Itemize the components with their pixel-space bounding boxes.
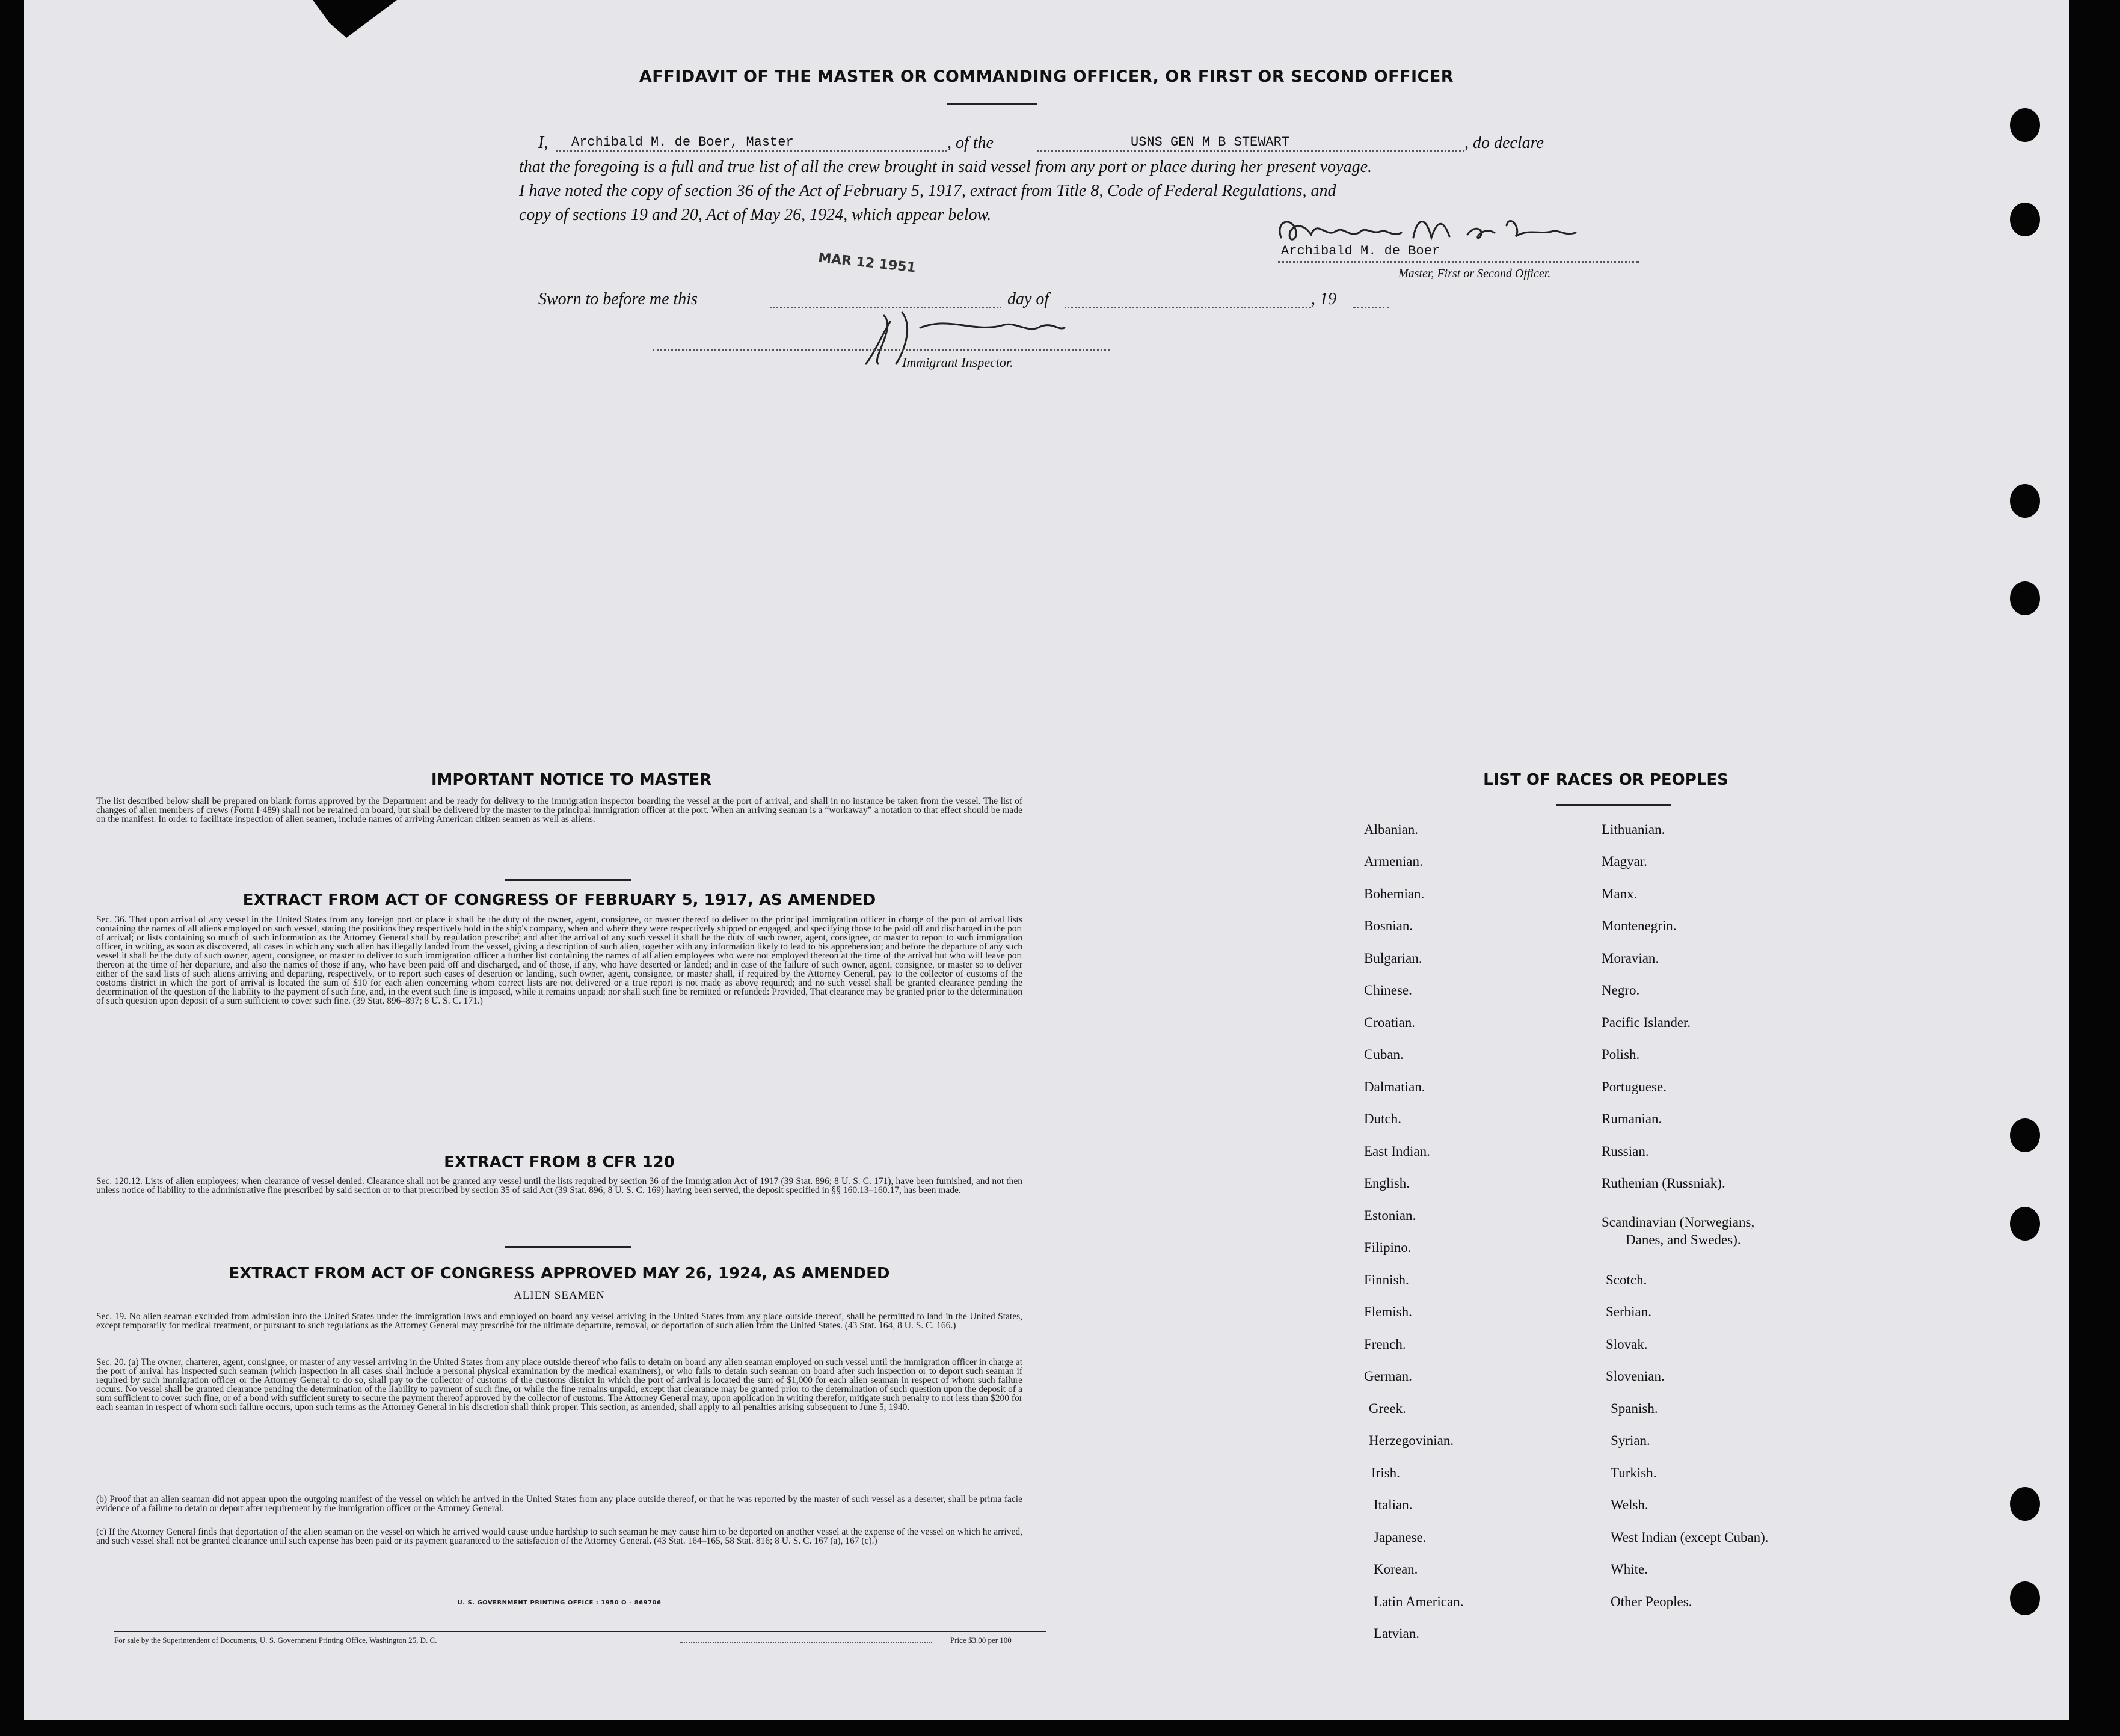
race-item: East Indian.: [1364, 1144, 1430, 1159]
master-signature-line: [1278, 261, 1639, 263]
master-name: Archibald M. de Boer, Master: [571, 135, 794, 150]
notice-title: IMPORTANT NOTICE TO MASTER: [431, 771, 712, 789]
divider: [505, 1246, 631, 1248]
race-item: Syrian.: [1611, 1433, 1650, 1448]
race-item: Albanian.: [1364, 822, 1419, 837]
master-name-line: [556, 150, 947, 152]
footer-dots: [680, 1642, 932, 1643]
extract-cfr-title: EXTRACT FROM 8 CFR 120: [444, 1153, 675, 1171]
race-item: Croatian.: [1364, 1015, 1415, 1030]
punch-hole: [2010, 1487, 2040, 1521]
punch-hole: [2010, 1207, 2040, 1241]
typed-name: Archibald M. de Boer: [1281, 244, 1440, 259]
race-item: Irish.: [1371, 1465, 1400, 1480]
race-item: Herzegovinian.: [1369, 1433, 1454, 1448]
race-item: Pacific Islander.: [1602, 1015, 1691, 1030]
i-label: I,: [538, 133, 548, 152]
race-item: Spanish.: [1611, 1401, 1658, 1416]
race-item: Scandinavian (Norwegians,: [1602, 1215, 1755, 1230]
race-item: Magyar.: [1602, 854, 1648, 869]
punch-hole: [2010, 203, 2040, 236]
extract-1917-text: Sec. 36. That upon arrival of any vessel in the United States from any foreign port or place it shall be the duty of the owner, agent, consignee, or master thereof to deliver to the principal immigration officer in charge of the port of arrival lists containing the names of all aliens employed on such vessel, stating the positions they respectively hold in the ship's company, when and where they were respectively shipped or engaged, and specifying those to be paid off and discharged in the port of arrival; or lists containing so much of such information as the Attorney General shall by regulation prescribe; and after the arrival of any such vessel it shall be the duty of such owner, agent, consignee, or master to report to such immigration officer, in writing, as soon as discovered, all cases in which any such alien has illegally landed from the vessel, giving a description of such alien, together with any information likely to lead to his apprehension; and before the departure of any such vessel it shall be the duty of such owner, agent, consignee, or master to deliver to such immigration officer a further list containing the names of all alien employees who were not employed thereon at the time of the arrival but who will leave port thereon at the time of her departure, and also the names of those if any, who have been paid off and discharged, and of those, if any, who have deserted or landed; and in case of the failure of such owner, agent, consignee, or master so to deliver either of the said lists of such aliens arriving and departing, respectively, or to report such cases of desertion or landing, such owner, agent, consignee, or master shall, if required by the Attorney General, pay to the collector of customs of the costoms district in which the port of arrival is located the sum of $10 for each alien concerning whom correct lists are not delivered or a true report is not made as above required; and no such vessel shall be granted clearance pending the determination of the question of the liability to the payment of such fine, and, in the event such fine is imposed, while it remains unpaid; nor shall such fine be remitted or refunded: Provided, That clearance may be granted prior to the determination of such question upon deposit of a sum sufficient to cover such fine. (39 Stat. 896–897; 8 U. S. C. 171.): [96, 915, 1022, 1006]
race-item: Chinese.: [1364, 983, 1412, 998]
race-item: Korean.: [1374, 1562, 1418, 1577]
race-item: West Indian (except Cuban).: [1611, 1530, 1769, 1545]
race-item: Rumanian.: [1602, 1111, 1662, 1126]
race-item: Filipino.: [1364, 1240, 1412, 1255]
race-item: Italian.: [1374, 1497, 1413, 1512]
extract-1917-title: EXTRACT FROM ACT OF CONGRESS OF FEBRUARY 5, 1917, AS AMENDED: [242, 891, 876, 909]
race-item: English.: [1364, 1176, 1410, 1191]
race-item: Serbian.: [1606, 1304, 1652, 1319]
race-item: Portuguese.: [1602, 1079, 1667, 1094]
race-item: Greek.: [1369, 1401, 1406, 1416]
divider: [947, 103, 1037, 105]
race-item: White.: [1611, 1562, 1648, 1577]
affidavit-line3: I have noted the copy of section 36 of the Act of February 5, 1917, extract from Title 8, Code of Federal Regulations, and: [519, 182, 1336, 200]
affidavit-line4: copy of sections 19 and 20, Act of May 26, 1924, which appear below.: [519, 206, 992, 224]
race-item: Flemish.: [1364, 1304, 1412, 1319]
race-item: Dalmatian.: [1364, 1079, 1425, 1094]
race-item: Negro.: [1602, 983, 1640, 998]
inspector-line: [653, 349, 1110, 351]
date-stamp: MAR 12 1951: [817, 250, 917, 276]
race-item: Lithuanian.: [1602, 822, 1665, 837]
divider: [1556, 804, 1671, 806]
race-item: Slovenian.: [1606, 1369, 1665, 1384]
year-label: , 19: [1311, 290, 1336, 308]
declare-label: , do declare: [1464, 133, 1544, 152]
race-item: Montenegrin.: [1602, 918, 1677, 933]
sworn-label: Sworn to before me this: [538, 290, 698, 308]
race-item: Other Peoples.: [1611, 1594, 1692, 1609]
punch-hole: [2010, 1581, 2040, 1615]
race-item: German.: [1364, 1369, 1412, 1384]
master-caption: Master, First or Second Officer.: [1398, 267, 1551, 280]
sec20b-text: (b) Proof that an alien seaman did not appear upon the outgoing manifest of the vessel on which he arrived in the United States from any place outside thereof, or that he was reported by the master of such vessel as a deserter, shall be prima facie evidence of a failure to detain or deport after requirement by the immigration officer or the Attorney General.: [96, 1494, 1022, 1514]
race-item: Japanese.: [1374, 1530, 1427, 1545]
sec20a-text: Sec. 20. (a) The owner, charterer, agent, consignee, or master of any vessel arriving in the United States from any place outside thereof who fails to detain on board any alien seaman employed on such vessel until the immigration officer in charge at the port of arrival has inspected such seaman (which inspection in all cases shall include a personal physical examination by the medical examiners), or who fails to detain such seaman on board after such inspection or to deport such seaman if required by such immigration officer or the Attorney General to do so, shall pay to the collector of customs of the customs district in which the port of arrival is located the sum of $1,000 for each alien seaman in respect of whom such failure occurs. No vessel shall be granted clearance pending the determination of the liability to payment of such fine, or while the fine remains unpaid, except that clearance may be granted prior to the determination of such question upon the deposit of a sum sufficient to cover such fine, or of a bond with sufficient surety to secure the payment thereof approved by the collector of customs. The Attorney General may, upon application in writing therefor, mitigate such penalty to not less than $200 for each seaman in respect of whom such failure occurs, upon such terms as the Attorney General in his discretion shall think proper. This section, as amended, shall apply to all penalties arising subsequent to June 5, 1940.: [96, 1357, 1022, 1412]
footer-left: For sale by the Superintendent of Documents, U. S. Government Printing Office, Washington 25, D. C.: [114, 1636, 437, 1645]
race-item: Danes, and Swedes).: [1626, 1232, 1741, 1247]
sec20c-text: (c) If the Attorney General finds that deportation of the alien seaman on the vessel on which he arrived would cause undue hardship to such seaman he may cause him to be deported on another vessel at the expense of the vessel on which he arrived, and such vessel shall not be granted clearance until such expense has been paid or its payment guaranteed to the satisfaction of the Attorney General. (43 Stat. 164–165, 58 Stat. 816; 8 U. S. C. 167 (a), 167 (c).): [96, 1527, 1022, 1546]
punch-hole: [2010, 1118, 2040, 1152]
divider: [505, 879, 631, 881]
of-label: , of the: [947, 133, 994, 152]
affidavit-line1: [538, 133, 1669, 154]
race-item: Bulgarian.: [1364, 951, 1422, 966]
year-line: [1353, 307, 1389, 308]
footer-right: Price $3.00 per 100: [950, 1636, 1012, 1645]
sec19-text: Sec. 19. No alien seaman excluded from admission into the United States under the immigration laws and employed on board any vessel arriving in the United States from any place outside thereof, shall be permitted to land in the United States, except temporarily for medical treatment, or pursuant to such regulations as the Attorney General may prescribe for the ultimate departure, removal, or deportation of such alien from the United States. (43 Stat. 164, 8 U. S. C. 166.): [96, 1311, 1022, 1331]
footer-rule: [114, 1631, 1046, 1632]
race-item: Estonian.: [1364, 1208, 1416, 1223]
affidavit-line2: that the foregoing is a full and true list of all the crew brought in said vessel from any port or place during her present voyage.: [519, 158, 1372, 176]
race-item: Manx.: [1602, 886, 1638, 901]
torn-corner: [313, 0, 397, 42]
race-item: Ruthenian (Russniak).: [1602, 1176, 1725, 1191]
vessel-name: USNS GEN M B STEWART: [1131, 135, 1290, 150]
race-item: Armenian.: [1364, 854, 1423, 869]
races-title: LIST OF RACES OR PEOPLES: [1483, 771, 1728, 789]
extract-1924-subtitle: ALIEN SEAMEN: [514, 1289, 605, 1302]
notice-text: The list described below shall be prepared on blank forms approved by the Department and be ready for delivery to the immigration inspector boarding the vessel at the port of arrival, and shall in no instance be taken from the vessel. The list of changes of alien members of crews (Form I-489) shall not be retained on board, but shall be delivered by the master to the principal immigration officer at the port. When an arriving seaman is a “workaway” a notation to that effect should be made on the manifest. In order to facilitate inspection of alien seamen, include names of arriving American citizen seamen as well as aliens.: [96, 796, 1022, 824]
race-item: Latin American.: [1374, 1594, 1464, 1609]
race-item: Turkish.: [1611, 1465, 1657, 1480]
race-item: French.: [1364, 1337, 1406, 1352]
race-item: Dutch.: [1364, 1111, 1401, 1126]
punch-hole: [2010, 581, 2040, 615]
race-item: Scotch.: [1606, 1272, 1647, 1287]
document-page: [24, 0, 2069, 1720]
extract-1924-title: EXTRACT FROM ACT OF CONGRESS APPROVED MAY 26, 1924, AS AMENDED: [229, 1265, 890, 1283]
race-item: Bohemian.: [1364, 886, 1425, 901]
race-item: Finnish.: [1364, 1272, 1409, 1287]
race-item: Cuban.: [1364, 1047, 1404, 1062]
day-label: day of: [1007, 290, 1049, 308]
race-item: Bosnian.: [1364, 918, 1413, 933]
race-item: Polish.: [1602, 1047, 1640, 1062]
race-item: Slovak.: [1606, 1337, 1648, 1352]
vessel-line: [1037, 150, 1464, 152]
race-item: Russian.: [1602, 1144, 1649, 1159]
punch-hole: [2010, 108, 2040, 142]
extract-cfr-text: Sec. 120.12. Lists of alien employees; when clearance of vessel denied. Clearance shall not be granted any vessel until the lists required by section 36 of the Immigration Act of 1917 (39 Stat. 896; 8 U. S. C. 171), have been furnished, and not then unless notice of liability to the administrative fine prescribed by said section or to that prescribed by section 35 of said Act (39 Stat. 896; 8 U. S. C. 169) having been served, the deposit specified in §§ 160.13–160.17, has been made.: [96, 1176, 1022, 1195]
punch-hole: [2010, 484, 2040, 518]
inspector-caption: Immigrant Inspector.: [902, 355, 1013, 370]
race-item: Welsh.: [1611, 1497, 1648, 1512]
race-item: Latvian.: [1374, 1626, 1419, 1641]
race-item: Moravian.: [1602, 951, 1659, 966]
affidavit-title: AFFIDAVIT OF THE MASTER OR COMMANDING OFFICER, OR FIRST OR SECOND OFFICER: [639, 67, 1454, 86]
gpo-line: U. S. GOVERNMENT PRINTING OFFICE : 1950 O - 869706: [457, 1600, 662, 1606]
